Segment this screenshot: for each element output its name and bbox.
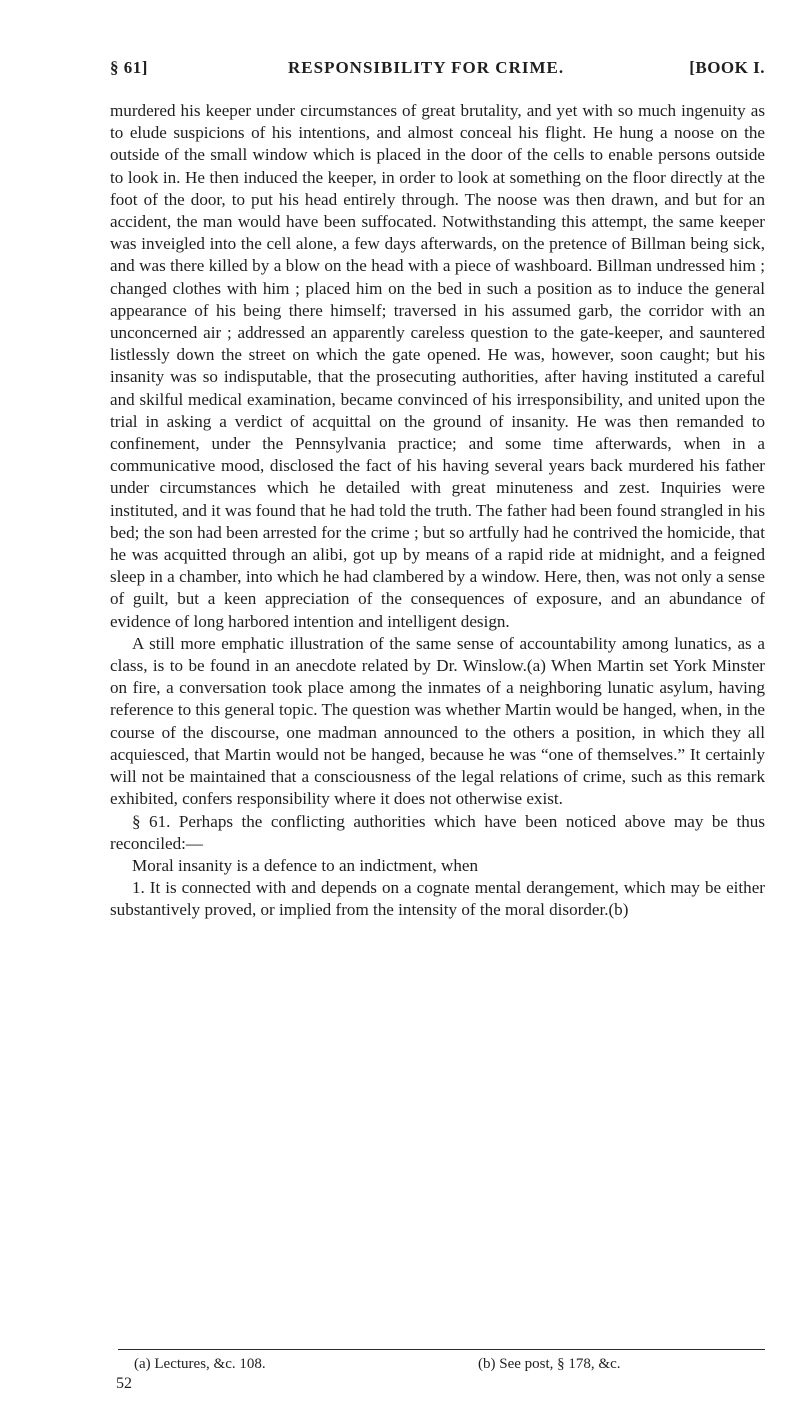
footnote-a: (a) Lectures, &c. 108. <box>134 1356 266 1372</box>
paragraph-2: A still more emphatic illustration of the same sense of accountability among lunatics, as a class, is to be found in an anecdote related by Dr. Winslow.(a) When Martin set York Minster on fire, a conversation took place among the inmates of a neighboring lunatic asylum, having reference to this general topic. The question was whether Martin would be hanged, when, in the course of the discourse, one madman announced to the others a position, in which they all acquiesced, that Martin would not be hanged, because he was “one of themselves.” It certainly will not be maintained that a consciousness of the legal relations of crime, such as this remark exhibited, confers responsibility where it does not otherwise exist. <box>110 633 765 809</box>
header-title: RESPONSIBILITY FOR CRIME. <box>288 58 565 77</box>
header-section: § 61] <box>110 58 148 77</box>
body-text <box>110 100 765 922</box>
paragraph-1: murdered his keeper under circumstances of great brutality, and yet with so much ingenuity as to elude suspicions of his intentions, and almost conceal his flight. He hung a noose on the outside of the small window which is placed in the door of the cells to enable persons outside to look in. He then induced the keeper, in order to look at something on the floor directly at the foot of the door, to put his head entirely through. The noose was then drawn, and but for an accident, the man would have been suffocated. Notwithstanding this attempt, the same keeper was inveigled into the cell alone, a few days afterwards, on the pretence of Billman being sick, and was there killed by a blow on the head with a piece of washboard. Billman undressed him ; changed clothes with him ; placed him on the bed in such a position as to induce the general appearance of his being there himself; traversed in his assumed garb, the corridor with an unconcerned air ; addressed an apparently careless question to the gate-keeper, and sauntered listlessly down the street on which the gate opened. He was, however, soon caught; but his insanity was so indisputable, that the prosecuting authorities, after having instituted a careful and skilful medical examination, became convinced of his irresponsibility, and united upon the trial in asking a verdict of acquittal on the ground of insanity. He was then remanded to confinement, under the Pennsylvania practice; and some time afterwards, when in a communicative mood, disclosed the fact of his having several years back murdered his father under circumstances which he detailed with great minuteness and zest. Inquiries were instituted, and it was found that he had told the truth. The father had been found strangled in his bed; the son had been arrested for the crime ; but so artfully had he contrived the homicide, that he was acquitted through an alibi, got up by means of a rapid ride at midnight, and a feigned sleep in a chamber, into which he had clambered by a window. Here, then, was not only a sense of guilt, but a keen appreciation of the consequences of exposure, and an abundance of evidence of long harbored intention and intelligent design. <box>110 101 765 631</box>
running-header <box>110 58 765 82</box>
footnote-rule <box>118 1349 765 1350</box>
paragraph-4: Moral insanity is a defence to an indictment, when <box>132 855 479 875</box>
header-book: [BOOK I. <box>689 58 765 77</box>
paragraph-5: 1. It is connected with and depends on a cognate mental derangement, which may be either substantively proved, or implied from the intensity of the moral disorder.(b) <box>110 878 765 920</box>
footnote-b: (b) See post, § 178, &c. <box>478 1356 621 1372</box>
paragraph-3: § 61. Perhaps the conflicting authorities which have been noticed above may be thus reconciled:— <box>110 811 765 853</box>
page-number: 52 <box>116 1375 132 1392</box>
